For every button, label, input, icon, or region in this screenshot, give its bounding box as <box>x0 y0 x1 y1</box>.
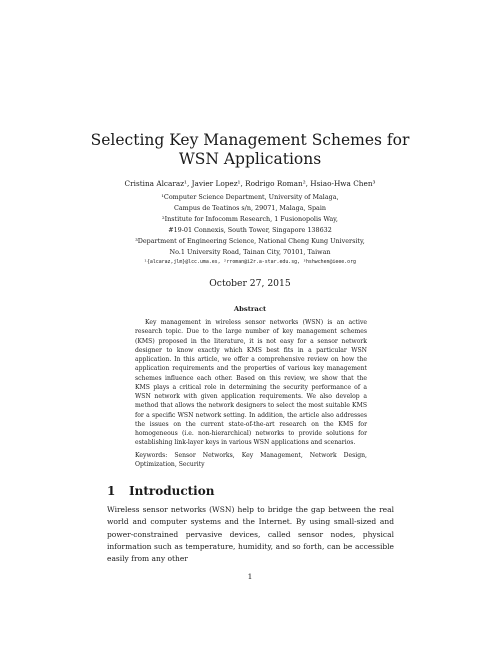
affiliation-line: ²Institute for Infocomm Research, 1 Fusionopolis Way, <box>162 215 338 223</box>
intro-paragraph: Wireless sensor networks (WSN) help to bridge the gap between the real world and computer systems and the Internet. By using small-sized and power-constrained pervasive devices, called sensor nodes, physical information such as temperature, humidity, and so forth, can be accessible easily from any other <box>107 505 394 564</box>
keywords: Keywords: Sensor Networks, Key Management, Network Design, Optimization, Security <box>135 452 367 469</box>
paper-date: October 27, 2015 <box>209 278 291 289</box>
affiliation-line: #19-01 Connexis, South Tower, Singapore 138632 <box>168 226 332 234</box>
author-list: Cristina Alcaraz¹, Javier Lopez¹, Rodrigo Roman², Hsiao-Hwa Chen³ <box>124 179 376 188</box>
abstract-heading: Abstract <box>233 305 267 313</box>
section-heading <box>107 484 214 498</box>
abstract-body: Key management in wireless sensor networks (WSN) is an active research topic. Due to the large number of key management schemes (KMS) proposed in the literature, it is not easy for a sensor network designer to know exactly which KMS best fits in a particular WSN application. In this article, we offer a comprehensive review on how the application requirements and the properties of various key management schemes influence each other. Based on this review, we show that the KMS plays a critical role in determining the security performance of a WSN network with given application requirements. We also develop a method that allows the network designers to select the most suitable KMS for a specific WSN network setting. In addition, the article also addresses the issues on the current state-of-the-art research on the KMS for homogeneous (i.e. non-hierarchical) networks to provide solutions for establishing link-layer keys in various WSN applications and scenarios. <box>135 319 367 447</box>
section-title: Introduction <box>129 484 215 498</box>
affiliation-line: ³Department of Engineering Science, National Cheng Kung University, <box>135 237 365 245</box>
affiliations <box>60 192 440 258</box>
abstract-text <box>135 318 367 448</box>
section-number: 1 <box>107 484 116 498</box>
title-line-1: Selecting Key Management Schemes for <box>90 131 410 149</box>
affiliation-line: No.1 University Road, Tainan City, 70101, Taiwan <box>169 248 331 256</box>
affiliation-line: Campus de Teatinos s/n, 29071, Malaga, Spain <box>173 204 327 212</box>
affiliation-line: ¹Computer Science Department, University of Malaga, <box>161 193 339 201</box>
title-line-2: WSN Applications <box>178 150 322 168</box>
author-emails: ¹{alcaraz,jlm}@lcc.uma.es, ²rroman@i2r.a-star.edu.sg, ³hshwchen@ieee.org <box>144 259 356 265</box>
page-number: 1 <box>247 572 253 581</box>
paper-title <box>60 131 440 169</box>
